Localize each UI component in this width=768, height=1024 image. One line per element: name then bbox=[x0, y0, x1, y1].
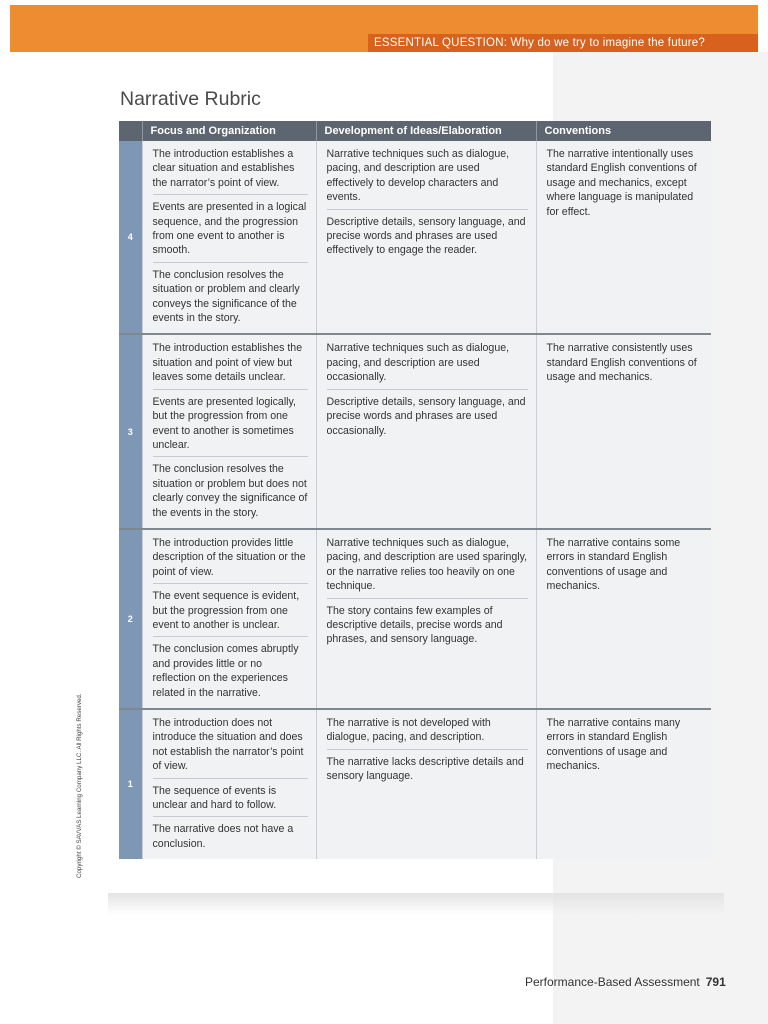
essential-question-banner bbox=[368, 34, 758, 52]
rubric-criterion: The narrative consistently uses standard English conventions of usage and mechanics. bbox=[546, 342, 697, 384]
score-cell: 3 bbox=[119, 334, 142, 528]
rubric-row-score-1 bbox=[119, 709, 711, 859]
rubric-criterion: The event sequence is evident, but the progression from one event to another is unclear. bbox=[153, 583, 308, 636]
rubric-criterion: The introduction establishes a clear situation and establishes the narrator’s point of view. bbox=[152, 148, 295, 189]
rubric-criterion: Narrative techniques such as dialogue, pacing, and description are used sparingly, or the narrative relies too heavily on one technique. bbox=[326, 536, 528, 593]
rubric-criterion: The narrative contains many errors in standard English conventions of usage and mechanics. bbox=[546, 717, 681, 773]
column-header-development: Development of Ideas/Elaboration bbox=[316, 121, 536, 141]
rubric-criterion: The introduction does not introduce the situation and does not establish the narrator’s point of view. bbox=[152, 717, 304, 773]
rubric-criterion: The narrative does not have a conclusion. bbox=[153, 816, 308, 855]
essential-question-label: ESSENTIAL QUESTION: bbox=[374, 37, 508, 49]
rubric-criterion: The narrative lacks descriptive details and sensory language. bbox=[327, 749, 528, 788]
page-footer bbox=[525, 975, 726, 989]
conventions-cell bbox=[536, 529, 711, 709]
conventions-cell bbox=[536, 334, 711, 528]
column-header-focus: Focus and Organization bbox=[142, 121, 316, 141]
rubric-criterion: Events are presented logically, but the progression from one event to another is sometimes unclear. bbox=[153, 389, 308, 457]
rubric-row-score-3 bbox=[119, 334, 711, 528]
rubric-criterion: The conclusion comes abruptly and provides little or no reflection on the experiences related in the narrative. bbox=[153, 636, 308, 704]
rubric-criterion: The narrative intentionally uses standard English conventions of usage and mechanics, except where language is manipulated for effect. bbox=[546, 148, 697, 218]
development-cell bbox=[316, 334, 536, 528]
rubric-criterion: The conclusion resolves the situation or problem but does not clearly convey the significance of the events in the story. bbox=[153, 456, 308, 524]
rubric-criterion: The conclusion resolves the situation or problem and clearly conveys the significance of the events in the story. bbox=[153, 262, 308, 330]
rubric-criterion: The narrative is not developed with dialogue, pacing, and description. bbox=[326, 717, 491, 744]
rubric-criterion: The story contains few examples of descriptive details, precise words and phrases, and sensory language. bbox=[327, 598, 528, 651]
essential-question-text: Why do we try to imagine the future? bbox=[510, 37, 706, 49]
column-header-conventions: Conventions bbox=[536, 121, 711, 141]
rubric-criterion: Narrative techniques such as dialogue, pacing, and description are used occasionally. bbox=[326, 342, 510, 384]
page-number: 791 bbox=[705, 975, 726, 989]
score-cell: 2 bbox=[119, 529, 142, 709]
rubric-header-row bbox=[119, 121, 711, 141]
conventions-cell bbox=[536, 141, 711, 334]
rubric-criterion: The narrative contains some errors in standard English conventions of usage and mechanics. bbox=[546, 536, 681, 593]
footer-section-title: Performance-Based Assessment bbox=[525, 975, 700, 989]
rubric-criterion: The introduction provides little description of the situation or the point of view. bbox=[152, 536, 306, 578]
rubric-criterion: Descriptive details, sensory language, and precise words and phrases are used occasionally. bbox=[327, 389, 528, 442]
rubric-criterion: Narrative techniques such as dialogue, pacing, and description are used effectively to develop characters and events. bbox=[326, 148, 510, 204]
rubric-criterion: Events are presented in a logical sequence, and the progression from one event to another is smooth. bbox=[153, 194, 308, 262]
development-cell bbox=[316, 529, 536, 709]
focus-cell bbox=[142, 709, 316, 859]
conventions-cell bbox=[536, 709, 711, 859]
rubric-row-score-4 bbox=[119, 141, 711, 334]
page-title: Narrative Rubric bbox=[120, 88, 261, 110]
focus-cell bbox=[142, 529, 316, 709]
development-cell bbox=[316, 709, 536, 859]
rubric-table bbox=[119, 121, 711, 859]
score-cell: 4 bbox=[119, 141, 142, 334]
copyright-notice: Copyright © SAVVAS Learning Company LLC. All Rights Reserved. bbox=[76, 693, 83, 878]
development-cell bbox=[316, 141, 536, 334]
focus-cell bbox=[142, 334, 316, 528]
rubric-criterion: The sequence of events is unclear and hard to follow. bbox=[153, 778, 308, 817]
score-cell: 1 bbox=[119, 709, 142, 859]
rubric-criterion: The introduction establishes the situation and point of view but leaves some details unclear. bbox=[152, 342, 303, 384]
score-column-header bbox=[119, 121, 142, 141]
rubric-row-score-2 bbox=[119, 529, 711, 709]
table-shadow bbox=[108, 893, 724, 915]
rubric-criterion: Descriptive details, sensory language, and precise words and phrases are used effectively to engage the reader. bbox=[327, 209, 528, 262]
focus-cell bbox=[142, 141, 316, 334]
